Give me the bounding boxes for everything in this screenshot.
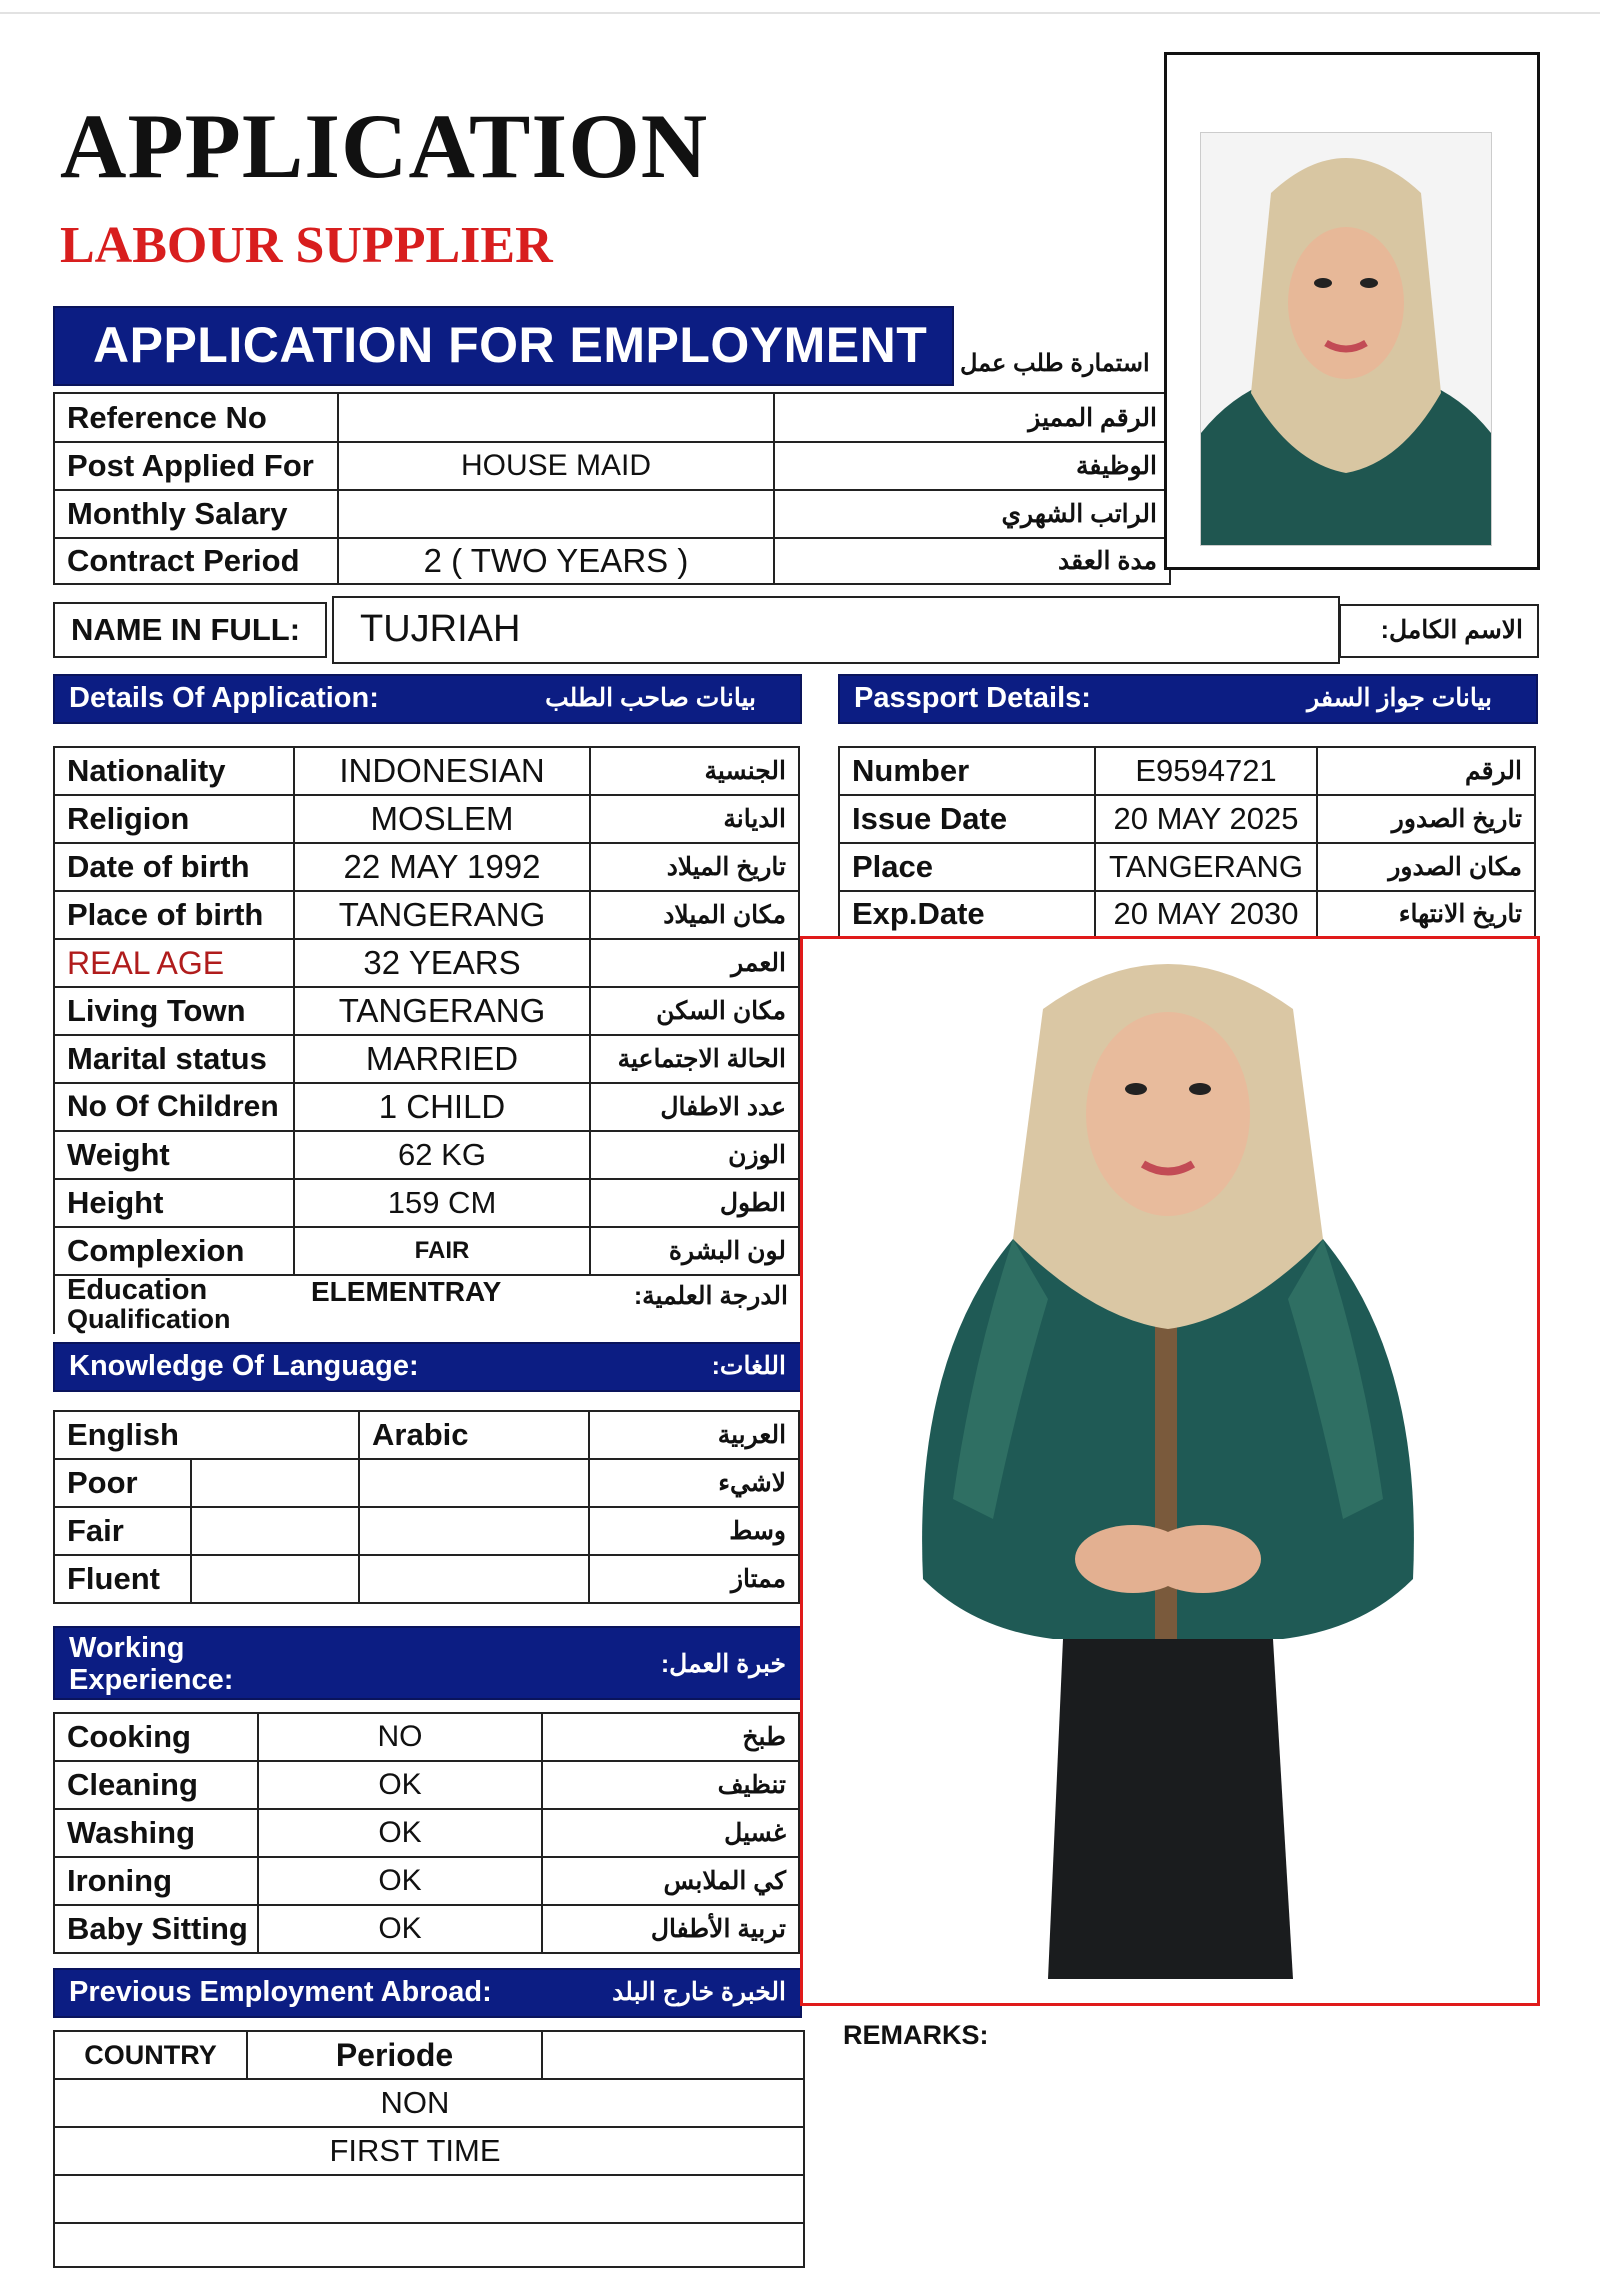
previous-employment-section-header <box>53 1968 802 2018</box>
table-row <box>54 442 1170 490</box>
table-row <box>54 1713 799 1761</box>
name-label-arabic-box <box>1339 604 1539 658</box>
birth-place-label-arabic: مكان الميلاد <box>590 891 799 939</box>
religion-value: MOSLEM <box>294 795 590 843</box>
fair-arabic-cell <box>359 1507 589 1555</box>
issue-place-label-arabic: مكان الصدور <box>1317 843 1535 891</box>
living-town-label-arabic: مكان السكن <box>590 987 799 1035</box>
banner-title-arabic: استمارة طلب عمل <box>960 350 1150 377</box>
previous-employment-header-arabic: الخبرة خارج البلد <box>612 1978 786 2006</box>
ironing-label: Ironing <box>54 1857 258 1905</box>
name-value-box <box>332 596 1340 664</box>
contract-label: Contract Period <box>54 538 338 584</box>
real-age-value: 32 YEARS <box>294 939 590 987</box>
language-header-arabic: اللغات: <box>711 1352 786 1380</box>
previous-line-non: NON <box>54 2079 804 2127</box>
cooking-label-arabic: طبخ <box>542 1713 799 1761</box>
qualification-label: Qualification <box>67 1304 231 1334</box>
language-table <box>53 1410 800 1604</box>
details-section-header <box>53 674 802 724</box>
marital-value: MARRIED <box>294 1035 590 1083</box>
issue-date-value: 20 MAY 2025 <box>1095 795 1317 843</box>
ironing-label-arabic: كي الملابس <box>542 1857 799 1905</box>
table-row <box>54 1809 799 1857</box>
table-row <box>54 1555 799 1603</box>
fluent-label-arabic: ممتاز <box>589 1555 799 1603</box>
weight-value: 62 KG <box>294 1131 590 1179</box>
document-subtitle: LABOUR SUPPLIER <box>60 217 553 274</box>
language-section-header <box>53 1342 802 1392</box>
english-column-label: English <box>54 1411 359 1459</box>
passport-number-label: Number <box>839 747 1095 795</box>
poor-label: Poor <box>54 1459 191 1507</box>
fluent-english-cell <box>191 1555 359 1603</box>
passport-number-label-arabic: الرقم <box>1317 747 1535 795</box>
height-label-arabic: الطول <box>590 1179 799 1227</box>
nationality-label-arabic: الجنسية <box>590 747 799 795</box>
baby-sitting-label: Baby Sitting <box>54 1905 258 1953</box>
table-row <box>54 2079 804 2127</box>
document-title: APPLICATION <box>60 95 709 197</box>
education-row <box>53 1274 800 1334</box>
table-row <box>839 795 1535 843</box>
details-header: Details Of Application: <box>69 682 379 714</box>
living-town-value: TANGERANG <box>294 987 590 1035</box>
fair-english-cell <box>191 1507 359 1555</box>
fluent-arabic-cell <box>359 1555 589 1603</box>
previous-employment-table <box>53 2030 805 2268</box>
children-label-arabic: عدد الاطفال <box>590 1083 799 1131</box>
fluent-label: Fluent <box>54 1555 191 1603</box>
table-row <box>54 1905 799 1953</box>
table-row <box>54 1507 799 1555</box>
top-rule <box>0 12 1600 14</box>
washing-value: OK <box>258 1809 542 1857</box>
expiry-date-label-arabic: تاريخ الانتهاء <box>1317 891 1535 937</box>
education-label: Education <box>67 1274 208 1306</box>
table-row <box>839 747 1535 795</box>
fair-label-arabic: وسط <box>589 1507 799 1555</box>
expiry-date-value: 20 MAY 2030 <box>1095 891 1317 937</box>
marital-label: Marital status <box>54 1035 294 1083</box>
salary-label: Monthly Salary <box>54 490 338 538</box>
cooking-value: NO <box>258 1713 542 1761</box>
issue-place-label: Place <box>839 843 1095 891</box>
post-label-arabic: الوظيفة <box>774 442 1170 490</box>
table-row <box>54 795 799 843</box>
nationality-value: INDONESIAN <box>294 747 590 795</box>
poor-label-arabic: لاشيء <box>589 1459 799 1507</box>
name-label: NAME IN FULL: <box>71 612 301 647</box>
remarks-label: REMARKS: <box>843 2020 989 2050</box>
religion-label-arabic: الديانة <box>590 795 799 843</box>
table-row <box>54 987 799 1035</box>
country-column-label: COUNTRY <box>54 2031 247 2079</box>
cleaning-value: OK <box>258 1761 542 1809</box>
poor-arabic-cell <box>359 1459 589 1507</box>
table-row <box>54 1227 799 1275</box>
experience-header-line2: Experience: <box>69 1664 234 1696</box>
application-info-table <box>53 392 1171 585</box>
issue-date-label-arabic: تاريخ الصدور <box>1317 795 1535 843</box>
table-row <box>54 843 799 891</box>
arabic-column-label-arabic: العربية <box>589 1411 799 1459</box>
table-row <box>54 1857 799 1905</box>
arabic-column-label: Arabic <box>359 1411 589 1459</box>
contract-label-arabic: مدة العقد <box>774 538 1170 584</box>
complexion-value: FAIR <box>294 1227 590 1275</box>
ironing-value: OK <box>258 1857 542 1905</box>
table-row <box>54 2223 804 2267</box>
passport-section-header <box>838 674 1538 724</box>
height-value: 159 CM <box>294 1179 590 1227</box>
children-label: No Of Children <box>54 1083 294 1131</box>
washing-label-arabic: غسيل <box>542 1809 799 1857</box>
issue-place-value: TANGERANG <box>1095 843 1317 891</box>
birth-place-label: Place of birth <box>54 891 294 939</box>
contract-value: 2 ( TWO YEARS ) <box>338 538 774 584</box>
reference-label-arabic: الرقم المميز <box>774 393 1170 442</box>
education-value: ELEMENTRAY <box>311 1276 502 1307</box>
cleaning-label-arabic: تنظيف <box>542 1761 799 1809</box>
table-row <box>54 1083 799 1131</box>
children-value: 1 CHILD <box>294 1083 590 1131</box>
passport-number-value: E9594721 <box>1095 747 1317 795</box>
experience-section-header <box>53 1626 802 1700</box>
birth-date-label: Date of birth <box>54 843 294 891</box>
table-row <box>54 538 1170 584</box>
cooking-label: Cooking <box>54 1713 258 1761</box>
table-row <box>54 1761 799 1809</box>
table-row <box>54 2031 804 2079</box>
expiry-date-label: Exp.Date <box>839 891 1095 937</box>
name-label-arabic: الاسم الكامل: <box>1380 616 1523 644</box>
real-age-label: REAL AGE <box>54 939 294 987</box>
full-body-photo <box>800 936 1540 2006</box>
marital-label-arabic: الحالة الاجتماعية <box>590 1035 799 1083</box>
experience-table <box>53 1712 800 1954</box>
birth-date-value: 22 MAY 1992 <box>294 843 590 891</box>
living-town-label: Living Town <box>54 987 294 1035</box>
table-row <box>54 891 799 939</box>
poor-english-cell <box>191 1459 359 1507</box>
religion-label: Religion <box>54 795 294 843</box>
cleaning-label: Cleaning <box>54 1761 258 1809</box>
passport-header: Passport Details: <box>854 682 1091 714</box>
fair-label: Fair <box>54 1507 191 1555</box>
height-label: Height <box>54 1179 294 1227</box>
table-row <box>54 2175 804 2223</box>
table-row <box>54 1035 799 1083</box>
nationality-label: Nationality <box>54 747 294 795</box>
table-row <box>54 1131 799 1179</box>
experience-header-line1: Working <box>69 1632 185 1664</box>
passport-header-arabic: بيانات جواز السفر <box>1307 684 1492 712</box>
passport-table <box>838 746 1536 938</box>
baby-sitting-label-arabic: تربية الأطفال <box>542 1905 799 1953</box>
complexion-label-arabic: لون البشرة <box>590 1227 799 1275</box>
weight-label-arabic: الوزن <box>590 1131 799 1179</box>
washing-label: Washing <box>54 1809 258 1857</box>
periode-column-label: Periode <box>247 2031 542 2079</box>
table-row <box>54 393 1170 442</box>
table-row <box>54 939 799 987</box>
reference-label: Reference No <box>54 393 338 442</box>
post-value: HOUSE MAID <box>338 442 774 490</box>
table-row <box>839 843 1535 891</box>
banner-title: APPLICATION FOR EMPLOYMENT <box>93 317 928 373</box>
salary-value <box>338 490 774 538</box>
reference-value <box>338 393 774 442</box>
table-row <box>839 891 1535 937</box>
complexion-label: Complexion <box>54 1227 294 1275</box>
post-label: Post Applied For <box>54 442 338 490</box>
previous-employment-header: Previous Employment Abroad: <box>69 1976 492 2008</box>
table-row <box>54 1411 799 1459</box>
previous-empty-row <box>54 2223 804 2267</box>
birth-date-label-arabic: تاريخ الميلاد <box>590 843 799 891</box>
table-row <box>54 2127 804 2175</box>
issue-date-label: Issue Date <box>839 795 1095 843</box>
previous-empty-row <box>54 2175 804 2223</box>
name-label-box <box>53 602 327 658</box>
name-value: TUJRIAH <box>360 608 521 650</box>
baby-sitting-value: OK <box>258 1905 542 1953</box>
birth-place-value: TANGERANG <box>294 891 590 939</box>
table-row <box>54 490 1170 538</box>
real-age-label-arabic: العمر <box>590 939 799 987</box>
education-label-arabic: الدرجة العلمية: <box>633 1282 788 1310</box>
table-row <box>54 747 799 795</box>
details-header-arabic: بيانات صاحب الطلب <box>545 684 756 712</box>
table-row <box>54 1459 799 1507</box>
experience-header-arabic: خبرة العمل: <box>660 1650 786 1678</box>
table-row <box>54 1179 799 1227</box>
previous-extra-column <box>542 2031 804 2079</box>
weight-label: Weight <box>54 1131 294 1179</box>
salary-label-arabic: الراتب الشهري <box>774 490 1170 538</box>
portrait-photo <box>1200 132 1492 546</box>
language-header: Knowledge Of Language: <box>69 1350 419 1382</box>
employment-banner <box>53 306 954 386</box>
previous-line-first-time: FIRST TIME <box>54 2127 804 2175</box>
details-table <box>53 746 800 1276</box>
